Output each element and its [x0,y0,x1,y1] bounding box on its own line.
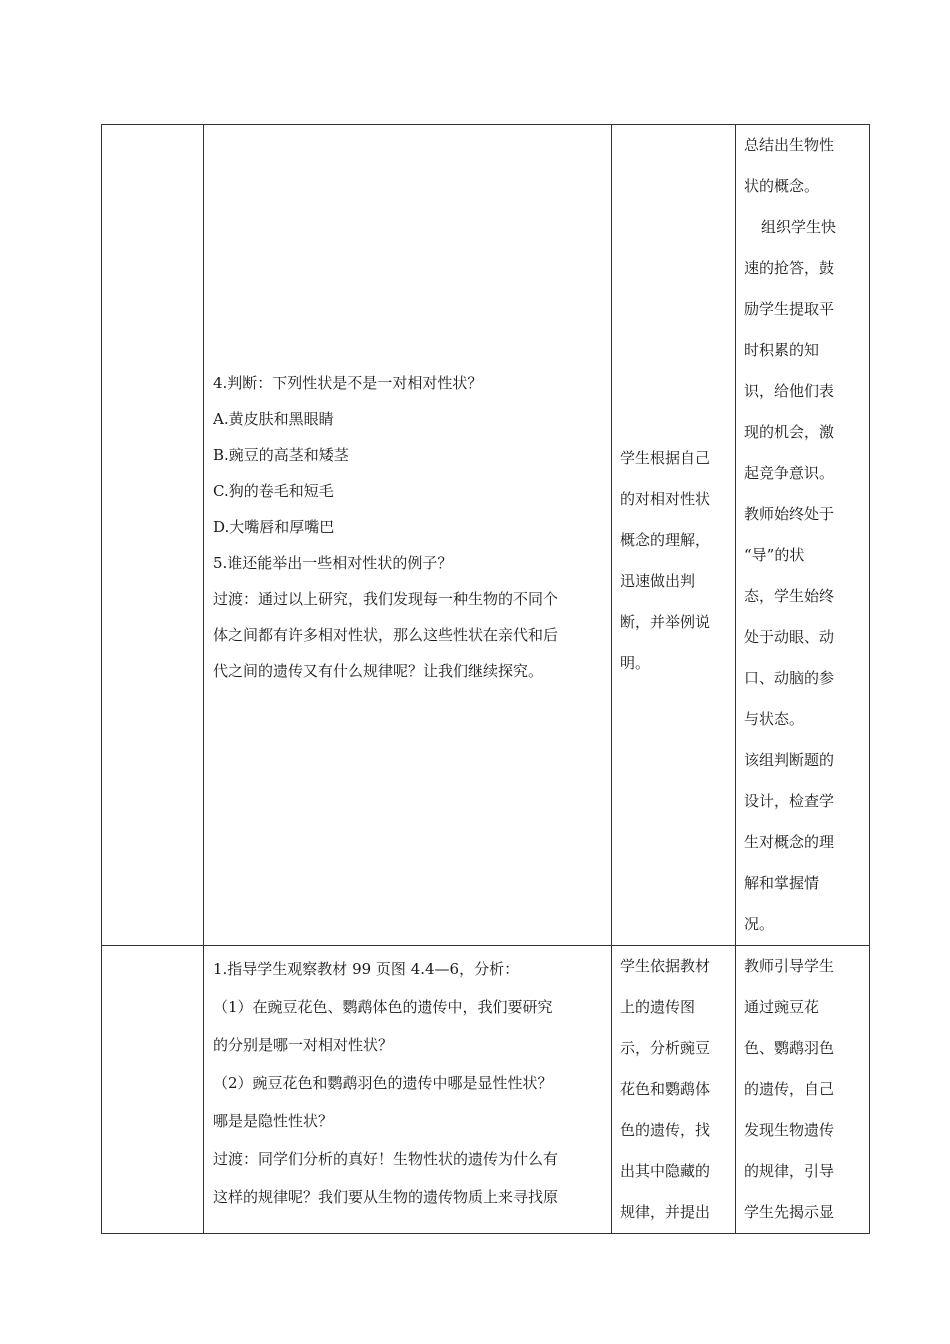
student-activity-cell [612,125,736,946]
lesson-plan-table [101,124,870,1234]
content-line: （2）豌豆花色和鹦鹉羽色的遗传中哪是显性性状？ [213,1074,553,1092]
table-row [102,125,870,946]
intent-line: 态，学生始终 [744,587,835,605]
intent-line: 教师引导学生 [744,957,835,975]
intent-line: 设计，检查学 [744,792,835,810]
teaching-content-cell [204,125,612,946]
content-line: 5.谁还能举出一些相对性状的例子？ [213,554,453,572]
intent-line: 现的机会，激 [744,423,835,441]
stage-cell [102,946,204,1234]
intent-line: 的遗传，自己 [744,1080,835,1098]
student-line: 上的遗传图 [620,998,696,1016]
intent-line: 解和掌握情 [744,874,820,892]
intent-line: 起竞争意识。 [744,464,835,482]
intent-line: “导”的状 [744,546,805,564]
content-line: 过渡：同学们分析的真好！生物性状的遗传为什么有 [213,1150,559,1168]
intent-line: 色、鹦鹉羽色 [744,1039,835,1057]
design-intent-cell [736,946,870,1234]
teaching-content-cell [204,946,612,1234]
intent-line: 学生先揭示显 [744,1203,835,1221]
intent-line: 生对概念的理 [744,833,835,851]
student-line: 学生根据自己 [620,449,711,467]
table-row [102,946,870,1234]
stage-cell [102,125,204,946]
intent-line: 与状态。 [744,710,805,728]
content-line: C.狗的卷毛和短毛 [213,482,334,500]
design-intent-cell [736,125,870,946]
intent-line: 况。 [744,915,775,933]
student-line: 的对相对性状 [620,490,711,508]
intent-line: 时积累的知 [744,341,820,359]
student-line: 迅速做出判 [620,572,696,590]
student-line: 概念的理解， [620,531,711,549]
intent-line: 状的概念。 [744,177,820,195]
student-line: 断，并举例说 [620,613,711,631]
student-line: 色的遗传，找 [620,1121,711,1139]
student-line: 花色和鹦鹉体 [620,1080,711,1098]
content-line: 过渡：通过以上研究，我们发现每一种生物的不同个 [213,590,559,608]
content-line: D.大嘴唇和厚嘴巴 [213,518,335,536]
intent-line: 教师始终处于 [744,505,835,523]
intent-line: 该组判断题的 [744,751,835,769]
content-line: 代之间的遗传又有什么规律呢？让我们继续探究。 [213,662,544,680]
student-line: 示，分析豌豆 [620,1039,711,1057]
intent-line: 通过豌豆花 [744,998,820,1016]
intent-line: 发现生物遗传 [744,1121,835,1139]
content-line: 1.指导学生观察教材 99 页图 4.4—6，分析： [213,960,520,978]
intent-line: 励学生提取平 [744,300,835,318]
intent-line: 识，给他们表 [744,382,835,400]
intent-line: 组织学生快 [761,218,837,236]
content-line: A.黄皮肤和黑眼睛 [213,410,334,428]
student-line: 规律，并提出 [620,1203,711,1221]
intent-line: 处于动眼、动 [744,628,835,646]
content-line: 体之间都有许多相对性状，那么这些性状在亲代和后 [213,626,559,644]
content-line: 4.判断：下列性状是不是一对相对性状？ [213,374,483,392]
student-line: 明。 [620,654,651,672]
content-line: 这样的规律呢？我们要从生物的遗传物质上来寻找原 [213,1188,559,1206]
student-line: 学生依据教材 [620,957,711,975]
intent-line: 总结出生物性 [744,136,835,154]
intent-line: 速的抢答，鼓 [744,259,835,277]
student-activity-cell [612,946,736,1234]
intent-line: 口、动脑的参 [744,669,835,687]
intent-line: 的规律，引导 [744,1162,835,1180]
content-line: B.豌豆的高茎和矮茎 [213,446,349,464]
content-line: （1）在豌豆花色、鹦鹉体色的遗传中，我们要研究 [213,998,553,1016]
student-line: 出其中隐藏的 [620,1162,711,1180]
content-line: 哪是是隐性性状？ [213,1112,334,1130]
content-line: 的分别是哪一对相对性状？ [213,1036,394,1054]
